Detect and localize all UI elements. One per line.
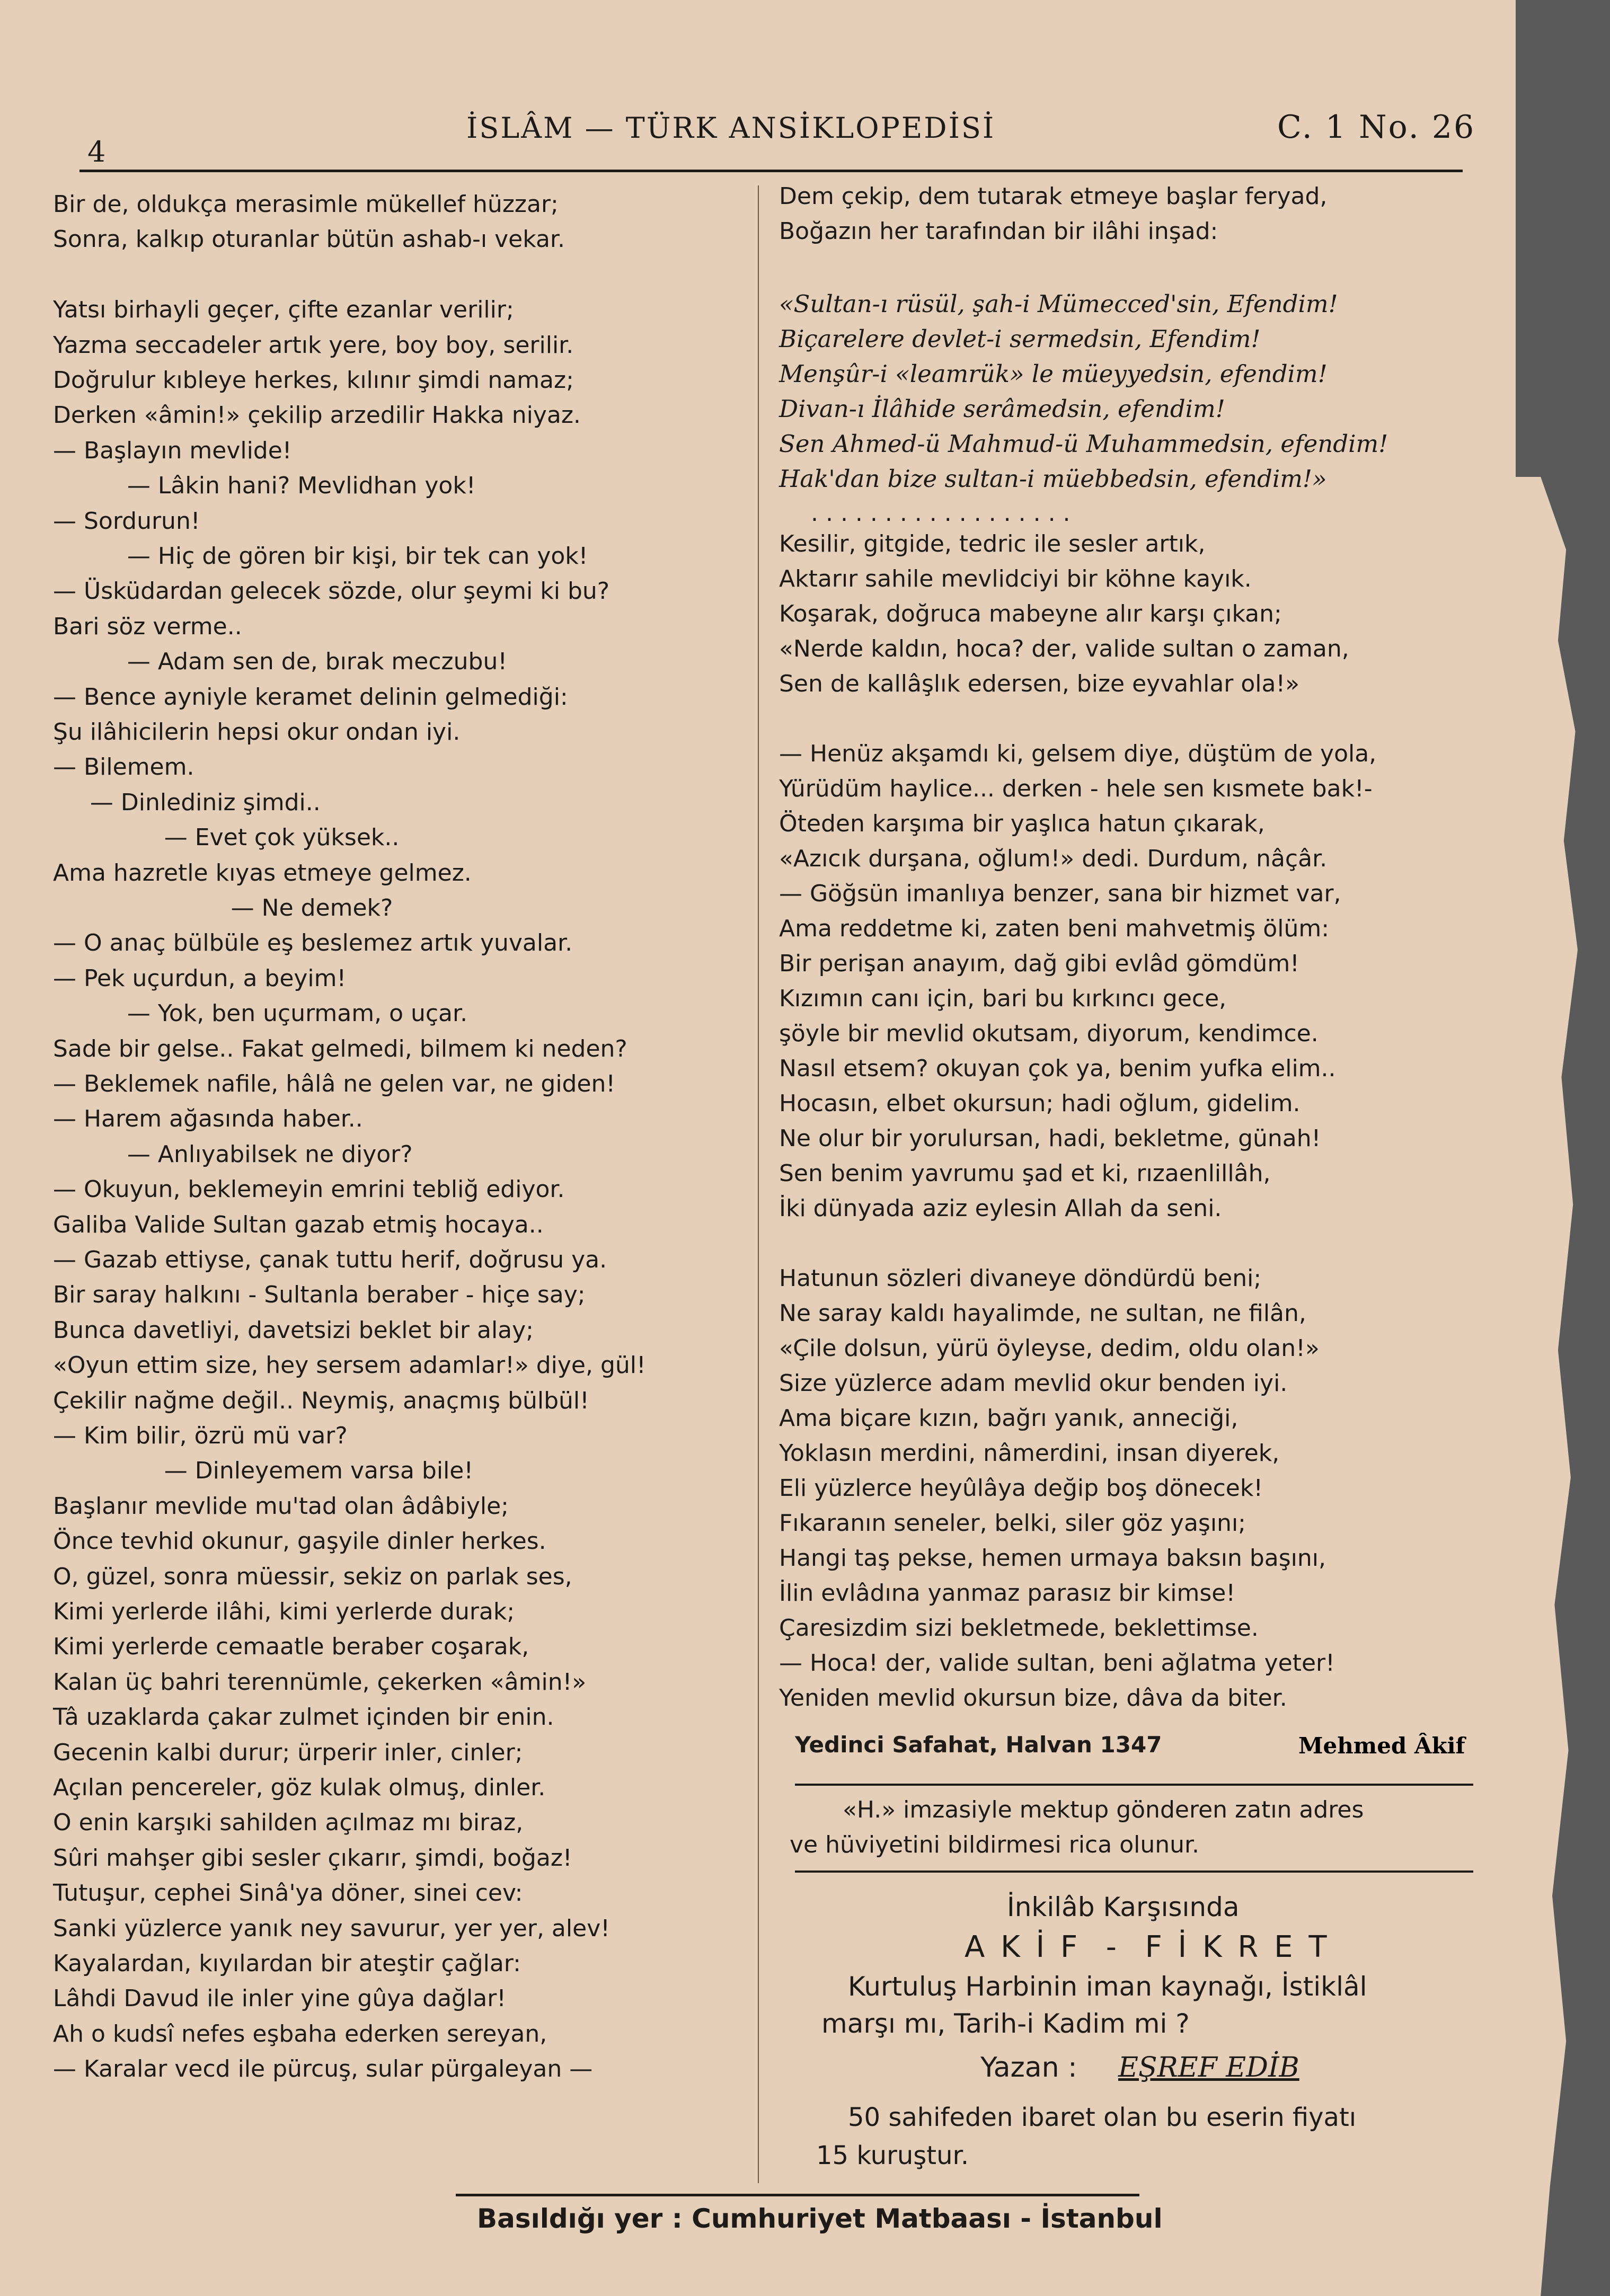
notice-line: ve hüviyetini bildirmesi rica olunur. <box>790 1831 1200 1858</box>
poem-line: «Oyun ettim size, hey sersem adamlar!» diye, gül! <box>53 1352 646 1379</box>
poem-line: O, güzel, sonra müessir, sekiz on parlak ses, <box>53 1563 572 1590</box>
poem-line: — Hiç de gören bir kişi, bir tek can yok! <box>53 543 588 570</box>
book-author-name: EŞREF EDİB <box>1118 2052 1299 2084</box>
poem-line: «Azıcık durşana, oğlum!» dedi. Durdum, nâçâr. <box>779 845 1328 872</box>
book-description: marşı mı, Tarih-i Kadim mi ? <box>821 2008 1190 2039</box>
poem-line: «Çile dolsun, yürü öyleyse, dedim, oldu olan!» <box>779 1335 1320 1362</box>
poem-line: — Pek uçurdun, a beyim! <box>53 964 347 992</box>
poem-line: Galiba Valide Sultan gazab etmiş hocaya.. <box>53 1211 544 1238</box>
poem-line: Şu ilâhicilerin hepsi okur ondan iyi. <box>53 719 461 746</box>
poem-line: — Harem ağasında haber.. <box>53 1105 363 1133</box>
poem-line: — Anlıyabilsek ne diyor? <box>53 1140 413 1168</box>
poem-line: Derken «âmin!» çekilip arzedilir Hakka niyaz. <box>53 402 581 429</box>
author-signature: Mehmed Âkif <box>1298 1733 1465 1759</box>
poem-line: Kayalardan, kıyılardan bir ateştir çağlar: <box>53 1950 521 1977</box>
poem-line: Önce tevhid okunur, gaşyile dinler herkes. <box>53 1528 546 1555</box>
ilahi-line: Hak'dan bize sultan-i müebbedsin, efendim!» <box>779 465 1327 493</box>
poem-line: Başlanır mevlide mu'tad olan âdâbiyle; <box>53 1492 509 1520</box>
poem-line: Yatsı birhayli geçer, çifte ezanlar verilir; <box>53 296 514 324</box>
poem-line: Yazma seccadeler artık yere, boy boy, serilir. <box>53 331 574 359</box>
poem-line: Bir de, oldukça merasimle mükellef hüzzar; <box>53 191 559 218</box>
poem-line: Yürüdüm haylice... derken - hele sen kısmete bak!- <box>779 775 1373 802</box>
poem-line: Kimi yerlerde cemaatle beraber coşarak, <box>53 1633 529 1661</box>
poem-line: Ama reddetme ki, zaten beni mahvetmiş ölüm: <box>779 915 1330 942</box>
column-divider <box>758 185 759 2183</box>
poem-line: Boğazın her tarafından bir ilâhi inşad: <box>779 218 1218 245</box>
poem-line: Tâ uzaklarda çakar zulmet içinden bir enin. <box>53 1704 554 1731</box>
torn-edge <box>1494 477 1610 2296</box>
book-title: A K İ F - F İ K R E T <box>965 1930 1330 1964</box>
poem-line: Kalan üç bahri terennümle, çekerken «âmin!» <box>53 1668 587 1696</box>
poem-line: — Göğsün imanlıya benzer, sana bir hizmet var, <box>779 880 1341 907</box>
poem-line: Hatunun sözleri divaneye döndürdü beni; <box>779 1265 1262 1292</box>
poem-line: Gecenin kalbi durur; ürperir inler, cinler; <box>53 1739 523 1766</box>
poem-line: Sanki yüzlerce yanık ney savurur, yer yer, alev! <box>53 1914 610 1942</box>
poem-line: Ama biçare kızın, bağrı yanık, anneciği, <box>779 1405 1239 1432</box>
poem-line: Size yüzlerce adam mevlid okur benden iyi. <box>779 1370 1288 1397</box>
ilahi-line: Divan-ı İlâhide serâmedsin, efendim! <box>779 395 1225 423</box>
poem-line: — Karalar vecd ile pürcuş, sular pürgaleyan — <box>53 2055 593 2083</box>
publication-title: İSLÂM — TÜRK ANSİKLOPEDİSİ <box>466 111 996 145</box>
poem-line: Sonra, kalkıp oturanlar bütün ashab-ı vekar. <box>53 226 565 253</box>
notice-line: «H.» imzasiyle mektup gönderen zatın adres <box>843 1796 1364 1823</box>
poem-line: Tutuşur, cephei Sinâ'ya döner, sinei cev: <box>53 1880 523 1907</box>
poem-line: Bir perişan anayım, dağ gibi evlâd gömdüm! <box>779 950 1299 977</box>
poem-line: O enin karşıki sahilden açılmaz mı biraz, <box>53 1809 524 1837</box>
poem-line: Çaresizdim sizi bekletmede, beklettimse. <box>779 1615 1259 1642</box>
poem-line: — Sordurun! <box>53 507 200 535</box>
poem-line: — Bence ayniyle keramet delinin gelmediği: <box>53 683 568 711</box>
ilahi-line: Sen Ahmed-ü Mahmud-ü Muhammedsin, efendim! <box>779 430 1388 458</box>
poem-line: — Lâkin hani? Mevlidhan yok! <box>53 472 476 500</box>
poem-line: Bir saray halkını - Sultanla beraber - hiçe say; <box>53 1281 586 1309</box>
poem-line: Ne saray kaldı hayalimde, ne sultan, ne filân, <box>779 1300 1306 1327</box>
poem-line: Sade bir gelse.. Fakat gelmedi, bilmem ki neden? <box>53 1035 627 1062</box>
poem-line: İki dünyada aziz eylesin Allah da seni. <box>779 1195 1222 1222</box>
book-author-label: Yazan : <box>980 2052 1077 2084</box>
poem-line: Ama hazretle kıyas etmeye gelmez. <box>53 859 472 887</box>
issue-number: C. 1 No. 26 <box>1277 109 1476 146</box>
book-description: Kurtuluş Harbinin iman kaynağı, İstiklâl <box>848 1971 1367 2002</box>
poem-line: Sen benim yavrumu şad et ki, rızaenlillâh, <box>779 1160 1271 1187</box>
poem-line: — Kim bilir, özrü mü var? <box>53 1422 348 1449</box>
notice-rule-top <box>795 1784 1473 1786</box>
poem-line: — Hoca! der, valide sultan, beni ağlatma yeter! <box>779 1650 1335 1677</box>
poem-line: Eli yüzlerce heyûlâya değip boş dönecek! <box>779 1475 1263 1502</box>
poem-line: — Başlayın mevlide! <box>53 437 292 464</box>
poem-line: Lâhdi Davud ile inler yine gûya dağlar! <box>53 1985 506 2013</box>
poem-line: Bari söz verme.. <box>53 613 242 640</box>
poem-line: Ah o kudsî nefes eşbaha ederken sereyan, <box>53 2020 547 2047</box>
poem-line: — Henüz akşamdı ki, gelsem diye, düştüm de yola, <box>779 740 1377 767</box>
poem-line: — Dinleyemem varsa bile! <box>53 1457 474 1485</box>
footer-rule <box>456 2194 1139 2196</box>
ilahi-line: Biçarelere devlet-i sermedsin, Efendim! <box>779 325 1261 353</box>
poem-line: Bunca davetliyi, davetsizi beklet bir alay; <box>53 1316 534 1344</box>
source-line: Yedinci Safahat, Halvan 1347 <box>795 1732 1162 1758</box>
ilahi-line: «Sultan-ı rüsül, şah-i Mümecced'sin, Efendim! <box>779 290 1338 318</box>
poem-line: — Okuyun, beklemeyin emrini tebliğ ediyor. <box>53 1176 565 1203</box>
ellipsis-dots: . . . . . . . . . . . . . . . . . . <box>811 500 1071 527</box>
poem-line: — Beklemek nafile, hâlâ ne gelen var, ne giden! <box>53 1070 616 1097</box>
poem-line: Yeniden mevlid okursun bize, dâva da biter. <box>779 1685 1287 1712</box>
poem-line: Dem çekip, dem tutarak etmeye başlar feryad, <box>779 183 1328 210</box>
poem-line: Fıkaranın seneler, belki, siler göz yaşını; <box>779 1510 1246 1537</box>
poem-line: — Üsküdardan gelecek sözde, olur şeymi ki bu? <box>53 578 610 605</box>
book-price: 15 kuruştur. <box>816 2141 969 2170</box>
poem-line: Hangi taş pekse, hemen urmaya baksın başını, <box>779 1545 1326 1572</box>
poem-line: Ne olur bir yorulursan, hadi, bekletme, günah! <box>779 1125 1321 1152</box>
poem-line: Öteden karşıma bir yaşlıca hatun çıkarak, <box>779 810 1265 837</box>
poem-line: «Nerde kaldın, hoca? der, valide sultan o zaman, <box>779 635 1349 662</box>
poem-line: Koşarak, doğruca mabeyne alır karşı çıkan; <box>779 600 1282 627</box>
poem-line: — Bilemem. <box>53 753 194 781</box>
poem-line: Sen de kallâşlık edersen, bize eyvahlar ola!» <box>779 670 1300 697</box>
poem-line: — Adam sen de, bırak meczubu! <box>53 648 507 676</box>
poem-line: şöyle bir mevlid okutsam, diyorum, kendimce. <box>779 1020 1319 1047</box>
poem-line: Açılan pencereler, göz kulak olmuş, dinler. <box>53 1774 546 1801</box>
poem-line: — O anaç bülbüle eş beslemez artık yuvalar. <box>53 929 573 957</box>
notice-rule-bottom <box>795 1871 1473 1873</box>
poem-line: — Evet çok yüksek.. <box>53 824 400 852</box>
poem-line: — Gazab ettiyse, çanak tuttu herif, doğrusu ya. <box>53 1246 607 1273</box>
poem-line: Aktarır sahile mevlidciyi bir köhne kayık. <box>779 565 1252 592</box>
page-number: 4 <box>87 135 108 169</box>
poem-line: Kesilir, gitgide, tedric ile sesler artık, <box>779 530 1206 557</box>
poem-line: Kimi yerlerde ilâhi, kimi yerlerde durak; <box>53 1598 515 1625</box>
book-price: 50 sahifeden ibaret olan bu eserin fiyatı <box>848 2103 1357 2132</box>
poem-line: İlin evlâdına yanmaz parasız bir kimse! <box>779 1580 1235 1607</box>
poem-line: Çekilir nağme değil.. Neymiş, anaçmış bülbül! <box>53 1387 589 1414</box>
ilahi-line: Menşûr-i «leamrük» le müeyyedsin, efendim! <box>779 360 1328 388</box>
poem-line: — Dinlediniz şimdi.. <box>53 788 321 816</box>
poem-line: Kızımın canı için, bari bu kırkıncı gece, <box>779 985 1227 1012</box>
book-subtitle: İnkilâb Karşısında <box>1007 1892 1240 1922</box>
printer-imprint: Basıldığı yer : Cumhuriyet Matbaası - İstanbul <box>477 2203 1163 2234</box>
poem-line: Sûri mahşer gibi sesler çıkarır, şimdi, boğaz! <box>53 1844 572 1872</box>
poem-line: — Yok, ben uçurmam, o uçar. <box>53 1000 468 1027</box>
header-rule <box>79 170 1463 172</box>
poem-line: Yoklasın merdini, nâmerdini, insan diyerek, <box>779 1440 1280 1467</box>
poem-line: Doğrulur kıbleye herkes, kılınır şimdi namaz; <box>53 367 574 394</box>
poem-line: Hocasın, elbet okursun; hadi oğlum, gidelim. <box>779 1090 1301 1117</box>
poem-line: Nasıl etsem? okuyan çok ya, benim yufka elim.. <box>779 1055 1336 1082</box>
poem-line: — Ne demek? <box>53 894 393 921</box>
